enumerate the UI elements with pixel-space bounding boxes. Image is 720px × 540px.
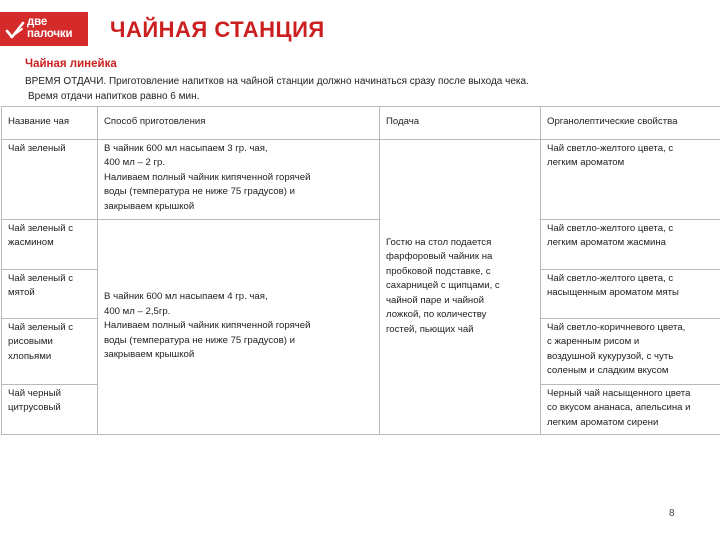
- section-subtitle: Чайная линейка: [25, 58, 117, 70]
- tea-properties: Чай светло-желтого цвета, с насыщенным ароматом мяты: [541, 270, 720, 319]
- preparation-method-other: В чайник 600 мл насыпаем 4 гр. чая, 400 мл – 2,5гр. Наливаем полный чайник кипяченной горячей воды (температура не ниже 75 градусов) и закрываем крышкой: [98, 220, 380, 435]
- table-row: [2, 140, 720, 220]
- brand-logo: [0, 12, 88, 46]
- column-header-serving: Подача: [380, 107, 541, 140]
- serving-time-note: ВРЕМЯ ОТДАЧИ. Приготовление напитков на чайной станции должно начинаться сразу после выхода чека.: [25, 76, 529, 87]
- brand-name: две палочки: [27, 16, 73, 40]
- chopsticks-logo-icon: [5, 20, 25, 40]
- page-number: 8: [669, 508, 675, 519]
- serving-description: Гостю на стол подается фарфоровый чайник на пробковой подставке, с сахарницей с щипцами, с чайной паре и чайной ложкой, по количеству гостей, пьющих чай: [380, 140, 541, 435]
- tea-menu-table: [1, 106, 720, 435]
- tea-properties: Чай светло-желтого цвета, с легким ароматом: [541, 140, 720, 220]
- tea-properties: Чай светло-желтого цвета, с легким ароматом жасмина: [541, 220, 720, 270]
- tea-name: Чай зеленый с мятой: [2, 270, 98, 319]
- tea-properties: Чай светло-коричневого цвета, с жаренным рисом и воздушной кукурузой, с чуть соленым и сладким вкусом: [541, 319, 720, 385]
- preparation-method-green: В чайник 600 мл насыпаем 3 гр. чая, 400 мл – 2 гр. Наливаем полный чайник кипяченной горячей воды (температура не ниже 75 градусов) и закрываем крышкой: [98, 140, 380, 220]
- slide-header: [0, 0, 720, 46]
- page-title: ЧАЙНАЯ СТАНЦИЯ: [110, 17, 325, 42]
- column-header-name: Название чая: [2, 107, 98, 140]
- tea-name: Чай зеленый с жасмином: [2, 220, 98, 270]
- column-header-method: Способ приготовления: [98, 107, 380, 140]
- tea-properties: Черный чай насыщенного цвета со вкусом ананаса, апельсина и легким ароматом сирени: [541, 385, 720, 435]
- tea-name: Чай черный цитрусовый: [2, 385, 98, 435]
- table-row: [2, 220, 720, 270]
- serving-time-value: Время отдачи напитков равно 6 мин.: [28, 91, 200, 102]
- column-header-properties: Органолептические свойства: [541, 107, 720, 140]
- tea-name: Чай зеленый с рисовыми хлопьями: [2, 319, 98, 385]
- table-header-row: [2, 107, 720, 140]
- tea-name: Чай зеленый: [2, 140, 98, 220]
